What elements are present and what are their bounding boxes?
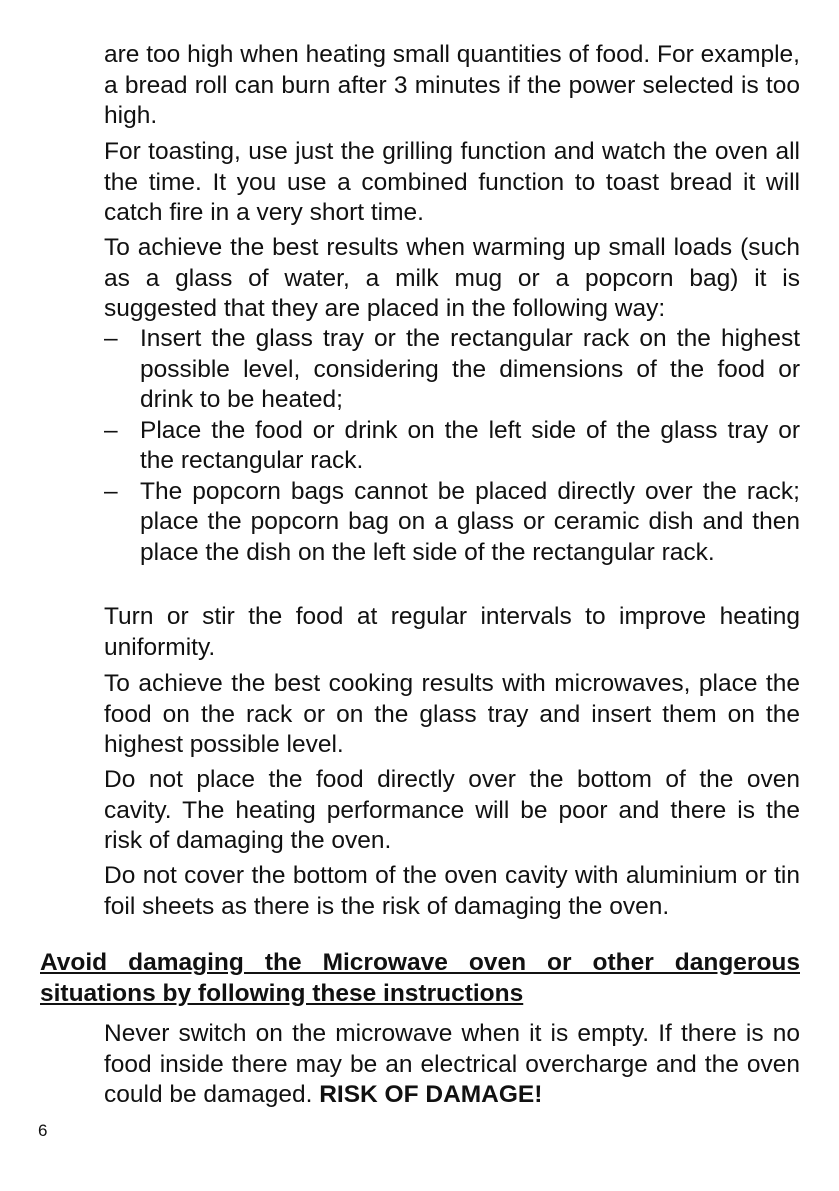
paragraph-stir-food: Turn or stir the food at regular intervals to improve heating uniformity. — [104, 603, 800, 661]
paragraph-toasting: For toasting, use just the grilling function and watch the oven all the time. It you use a combined function to toast bread it will catch fire in a very short time. — [104, 138, 800, 226]
paragraph-small-loads: To achieve the best results when warming up small loads (such as a glass of water, a milk mug or a popcorn bag) it is suggested that they are placed in the following way: — [104, 234, 800, 322]
list-item — [104, 477, 800, 569]
paragraph-oven-bottom: Do not place the food directly over the bottom of the oven cavity. The heating performance will be poor and there is the risk of damaging the oven. — [104, 766, 800, 854]
section-heading-line-2: situations by following these instructions — [40, 979, 524, 1007]
dash-bullet: – — [104, 325, 118, 352]
list-item — [104, 416, 800, 477]
placement-list — [104, 324, 800, 568]
section-heading-line-1: Avoid damaging the Microwave oven or other dangerous — [40, 949, 800, 976]
list-item-text: Place the food or drink on the left side of the glass tray or the rectangular rack. — [140, 416, 800, 474]
empty-microwave-text: Never switch on the microwave when it is empty. If there is no food inside there may be an electrical overcharge and the oven could be damaged. — [104, 1020, 800, 1108]
page-number: 6 — [38, 1121, 48, 1140]
list-item-text: The popcorn bags cannot be placed directly over the rack; place the popcorn bag on a glass or ceramic dish and then place the dish on the left side of the rectangular rack. — [140, 477, 800, 566]
section-heading — [40, 948, 800, 1009]
paragraph-power-too-high: are too high when heating small quantities of food. For example, a bread roll can burn after 3 minutes if the power selected is too high. — [104, 41, 800, 129]
list-item — [104, 324, 800, 416]
dash-bullet: – — [104, 477, 118, 505]
paragraph-foil-warning: Do not cover the bottom of the oven cavity with aluminium or tin foil sheets as there is the risk of damaging the oven. — [104, 862, 800, 920]
risk-of-damage-warning: RISK OF DAMAGE! — [319, 1081, 543, 1108]
paragraph-empty-microwave — [104, 1019, 800, 1111]
list-item-text: Insert the glass tray or the rectangular rack on the highest possible level, considering the dimensions of the food or drink to be heated; — [140, 325, 800, 413]
paragraph-best-cooking: To achieve the best cooking results with microwaves, place the food on the rack or on the glass tray and insert them on the highest possible level. — [104, 670, 800, 758]
dash-bullet: – — [104, 416, 118, 444]
